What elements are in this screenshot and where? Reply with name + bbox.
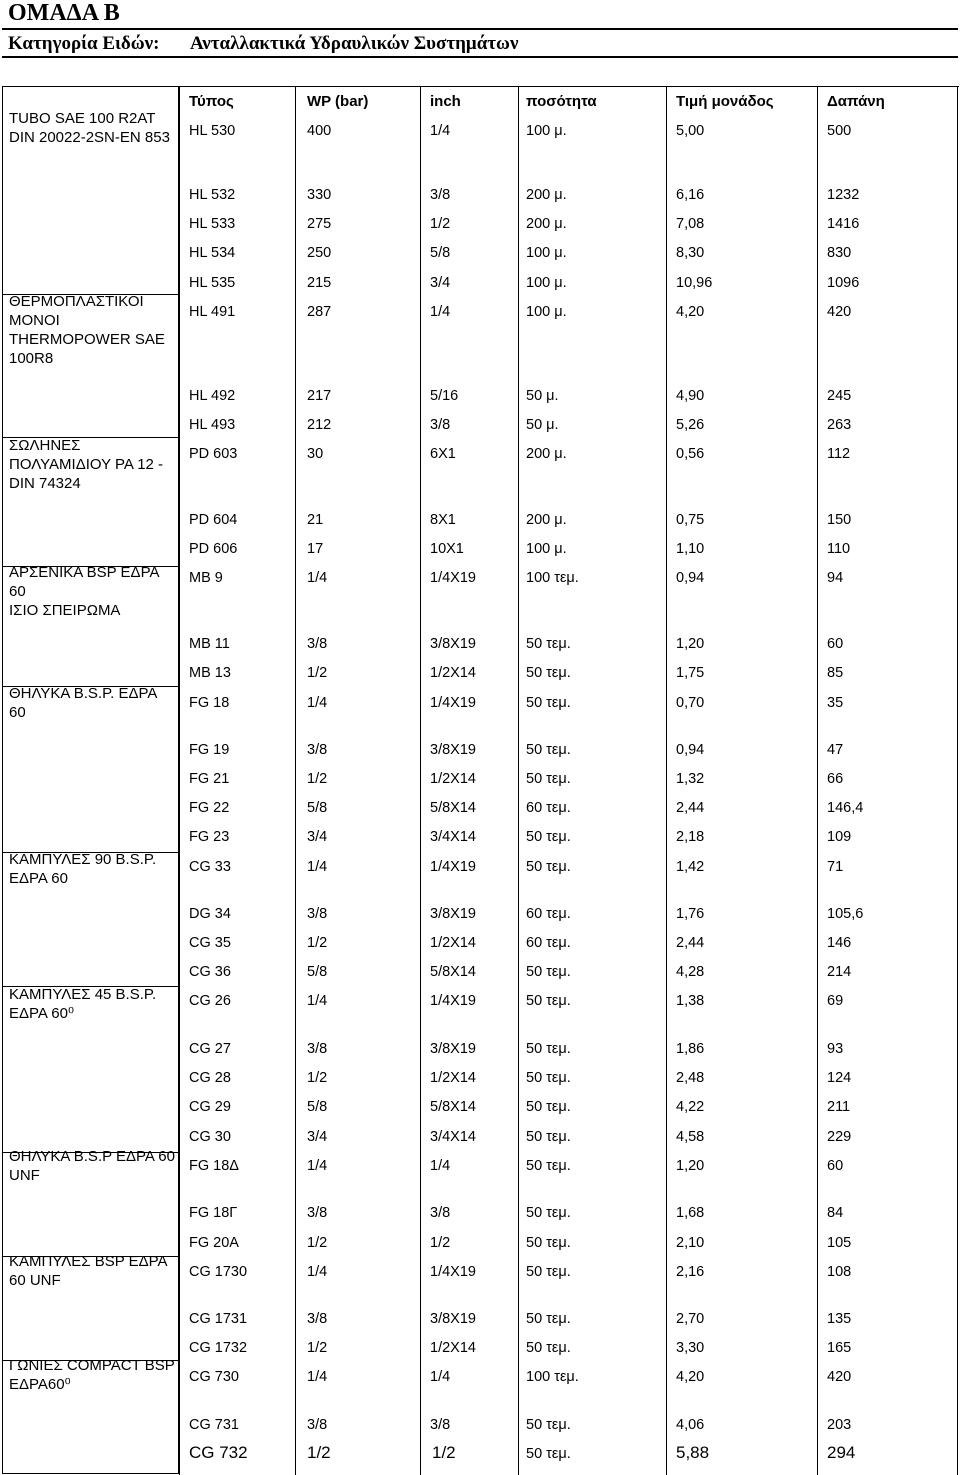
category-block [3, 1357, 178, 1475]
cell-type: FG 20A [189, 1235, 239, 1251]
cell-inch: 1/4X19 [430, 1264, 476, 1280]
category-label: ΚΑΜΠΥΛΕΣ BSP ΕΔΡΑ 60 UNF [9, 1253, 167, 1289]
cell-inch: 3/8X19 [430, 1041, 476, 1057]
cell-type: FG 18 [189, 695, 230, 711]
category-block [3, 1253, 178, 1361]
cell-cost: 214 [827, 964, 852, 980]
cell-unit-price: 0,94 [676, 570, 705, 586]
cell-inch: 1/2X14 [430, 935, 476, 951]
cell-cost: 1096 [827, 275, 860, 291]
cell-unit-price: 4,20 [676, 304, 705, 320]
category-value: Ανταλλακτικά Υδραυλικών Συστημάτων [190, 33, 519, 54]
cell-inch: 1/2X14 [430, 665, 476, 681]
cell-cost: 93 [827, 1041, 844, 1057]
header-inch: inch [430, 93, 461, 110]
cell-quantity: 50 μ. [526, 388, 559, 404]
cell-quantity: 60 τεμ. [526, 935, 571, 951]
cell-type: CG 28 [189, 1070, 231, 1086]
cell-wp-bar: 5/8 [307, 1099, 328, 1115]
cell-quantity: 50 τεμ. [526, 1235, 571, 1251]
category-block [3, 438, 178, 567]
cell-unit-price: 1,38 [676, 993, 705, 1009]
cell-inch: 1/2 [432, 1443, 456, 1462]
cell-type: PD 606 [189, 541, 238, 557]
cell-type: CG 730 [189, 1369, 239, 1385]
cell-quantity: 200 μ. [526, 216, 567, 232]
cell-quantity: 60 τεμ. [526, 800, 571, 816]
cell-unit-price: 0,70 [676, 695, 705, 711]
category-bar [2, 28, 958, 58]
cell-wp-bar: 275 [307, 216, 332, 232]
cell-quantity: 50 τεμ. [526, 1041, 571, 1057]
cell-cost: 110 [827, 541, 851, 557]
cell-cost: 124 [827, 1070, 852, 1086]
cell-cost: 105,6 [827, 906, 864, 922]
cell-unit-price: 4,22 [676, 1099, 705, 1115]
cell-cost: 830 [827, 245, 852, 261]
cell-unit-price: 1,86 [676, 1041, 705, 1057]
cell-cost: 105 [827, 1235, 852, 1251]
cell-quantity: 100 μ. [526, 123, 567, 139]
cell-unit-price: 2,44 [676, 935, 705, 951]
cell-quantity: 100 μ. [526, 541, 567, 557]
header-unit-price: Τιμή μονάδος [676, 93, 774, 110]
cell-type: FG 18Δ [189, 1158, 239, 1174]
category-label: ΓΩΝΙΕΣ COMPACT BSP ΕΔΡΑ60⁰ [9, 1357, 175, 1393]
cell-inch: 10X1 [430, 541, 464, 557]
cell-wp-bar: 3/8 [307, 636, 328, 652]
cell-cost: 112 [827, 446, 851, 462]
cell-inch: 1/4X19 [430, 993, 476, 1009]
cell-unit-price: 4,28 [676, 964, 705, 980]
cell-unit-price: 4,06 [676, 1417, 705, 1433]
cell-cost: 1232 [827, 187, 860, 203]
cell-wp-bar: 1/4 [307, 1369, 328, 1385]
category-label: Κατηγορία Ειδών: [8, 33, 160, 54]
cell-inch: 3/4 [430, 275, 451, 291]
cell-unit-price: 8,30 [676, 245, 705, 261]
cell-type: CG 36 [189, 964, 231, 980]
cell-type: CG 27 [189, 1041, 231, 1057]
cell-inch: 1/4X19 [430, 859, 476, 875]
cell-wp-bar: 1/2 [307, 665, 328, 681]
cell-quantity: 200 μ. [526, 512, 567, 528]
cell-quantity: 50 μ. [526, 417, 559, 433]
cell-quantity: 50 τεμ. [526, 665, 571, 681]
cell-unit-price: 1,20 [676, 1158, 705, 1174]
cell-wp-bar: 1/4 [307, 570, 328, 586]
cell-quantity: 50 τεμ. [526, 1417, 571, 1433]
cell-cost: 146 [827, 935, 852, 951]
cell-unit-price: 10,96 [676, 275, 713, 291]
header-cost: Δαπάνη [827, 93, 885, 110]
cell-inch: 3/4X14 [430, 829, 476, 845]
cell-inch: 1/4X19 [430, 695, 476, 711]
cell-quantity: 50 τεμ. [526, 1099, 571, 1115]
category-block [3, 853, 178, 987]
cell-cost: 1416 [827, 216, 860, 232]
cell-unit-price: 5,88 [676, 1443, 710, 1462]
cell-quantity: 50 τεμ. [526, 1158, 571, 1174]
cell-wp-bar: 215 [307, 275, 332, 291]
cell-cost: 263 [827, 417, 852, 433]
cell-inch: 8X1 [430, 512, 456, 528]
cell-type: CG 1732 [189, 1340, 248, 1356]
cell-cost: 203 [827, 1417, 852, 1433]
cell-unit-price: 6,16 [676, 187, 705, 203]
cell-cost: 135 [827, 1311, 852, 1327]
category-label: ΑΡΣΕΝΙΚΑ BSP ΕΔΡΑ 60 ΙΣΙΟ ΣΠΕΙΡΩΜΑ [9, 564, 159, 619]
cell-wp-bar: 3/8 [307, 742, 328, 758]
cell-quantity: 50 τεμ. [526, 859, 571, 875]
header-wp-bar: WP (bar) [307, 93, 369, 110]
cell-type: FG 21 [189, 771, 230, 787]
cell-type: FG 18Γ [189, 1205, 238, 1221]
cell-quantity: 50 τεμ. [526, 1446, 571, 1462]
cell-wp-bar: 3/4 [307, 1129, 328, 1145]
cell-cost: 108 [827, 1264, 852, 1280]
cell-inch: 5/8X14 [430, 800, 476, 816]
category-label: ΘΗΛΥΚΑ B.S.P ΕΔΡΑ 60 UNF [9, 1148, 175, 1184]
cell-inch: 3/8X19 [430, 742, 476, 758]
category-label: ΚΑΜΠΥΛΕΣ 90 B.S.P. ΕΔΡΑ 60 [9, 851, 157, 887]
cell-inch: 1/4X19 [430, 570, 476, 586]
cell-cost: 294 [827, 1443, 856, 1462]
column-divider [179, 87, 180, 1475]
cell-unit-price: 1,75 [676, 665, 705, 681]
cell-quantity: 200 μ. [526, 446, 567, 462]
cell-unit-price: 3,30 [676, 1340, 705, 1356]
cell-cost: 150 [827, 512, 852, 528]
category-label: ΘΗΛΥΚΑ B.S.P. ΕΔΡΑ 60 [9, 685, 157, 721]
cell-wp-bar: 212 [307, 417, 332, 433]
cell-wp-bar: 5/8 [307, 964, 328, 980]
cell-type: PD 604 [189, 512, 238, 528]
column-divider [957, 87, 958, 1475]
cell-type: CG 33 [189, 859, 231, 875]
cell-cost: 109 [827, 829, 852, 845]
cell-quantity: 50 τεμ. [526, 829, 571, 845]
cell-type: FG 19 [189, 742, 230, 758]
cell-inch: 3/8 [430, 1417, 451, 1433]
cell-unit-price: 0,94 [676, 742, 705, 758]
cell-type: CG 1731 [189, 1311, 248, 1327]
cell-quantity: 100 μ. [526, 275, 567, 291]
cell-wp-bar: 1/2 [307, 1235, 328, 1251]
cell-type: DG 34 [189, 906, 231, 922]
cell-quantity: 50 τεμ. [526, 1205, 571, 1221]
cell-inch: 3/8 [430, 1205, 451, 1221]
cell-cost: 211 [827, 1099, 851, 1115]
cell-cost: 146,4 [827, 800, 864, 816]
cell-wp-bar: 250 [307, 245, 332, 261]
cell-unit-price: 5,00 [676, 123, 705, 139]
cell-quantity: 50 τεμ. [526, 1070, 571, 1086]
cell-unit-price: 2,16 [676, 1264, 705, 1280]
cell-type: HL 535 [189, 275, 236, 291]
cell-inch: 6X1 [430, 446, 456, 462]
cell-wp-bar: 1/2 [307, 935, 328, 951]
cell-cost: 229 [827, 1129, 852, 1145]
cell-quantity: 60 τεμ. [526, 906, 571, 922]
category-block [3, 87, 178, 295]
cell-quantity: 50 τεμ. [526, 1264, 571, 1280]
cell-quantity: 200 μ. [526, 187, 567, 203]
cell-unit-price: 2,70 [676, 1311, 705, 1327]
cell-quantity: 100 μ. [526, 245, 567, 261]
cell-type: CG 1730 [189, 1264, 248, 1280]
category-label: ΚΑΜΠΥΛΕΣ 45 B.S.P. ΕΔΡΑ 60⁰ [9, 986, 157, 1022]
cell-unit-price: 1,76 [676, 906, 705, 922]
cell-wp-bar: 1/2 [307, 771, 328, 787]
cell-type: HL 491 [189, 304, 236, 320]
cell-inch: 1/2X14 [430, 1070, 476, 1086]
cell-cost: 47 [827, 742, 844, 758]
cell-wp-bar: 1/2 [307, 1340, 328, 1356]
cell-type: FG 22 [189, 800, 230, 816]
cell-wp-bar: 1/2 [307, 1443, 331, 1462]
cell-inch: 5/16 [430, 388, 459, 404]
column-divider [420, 87, 421, 1475]
cell-inch: 1/4 [430, 123, 451, 139]
cell-quantity: 50 τεμ. [526, 636, 571, 652]
cell-type: CG 26 [189, 993, 231, 1009]
cell-unit-price: 2,44 [676, 800, 705, 816]
cell-unit-price: 2,48 [676, 1070, 705, 1086]
cell-cost: 66 [827, 771, 844, 787]
cell-inch: 3/8X19 [430, 906, 476, 922]
cell-cost: 85 [827, 665, 844, 681]
cell-unit-price: 1,42 [676, 859, 705, 875]
cell-quantity: 50 τεμ. [526, 1340, 571, 1356]
cell-cost: 420 [827, 1369, 852, 1385]
cell-wp-bar: 3/8 [307, 1417, 328, 1433]
items-table [179, 86, 959, 1474]
group-title: ΟΜΑΔΑ Β [8, 0, 120, 26]
cell-type: FG 23 [189, 829, 230, 845]
cell-inch: 1/4 [430, 304, 451, 320]
cell-inch: 5/8 [430, 245, 451, 261]
cell-inch: 3/8X19 [430, 1311, 476, 1327]
header-type: Τύπος [189, 93, 234, 110]
cell-wp-bar: 5/8 [307, 800, 328, 816]
cell-inch: 1/2 [430, 1235, 451, 1251]
cell-cost: 60 [827, 636, 844, 652]
cell-inch: 3/4X14 [430, 1129, 476, 1145]
cell-unit-price: 2,18 [676, 829, 705, 845]
column-divider [817, 87, 818, 1475]
cell-inch: 5/8X14 [430, 964, 476, 980]
cell-wp-bar: 217 [307, 388, 332, 404]
cell-type: HL 533 [189, 216, 236, 232]
category-label: TUBO SAE 100 R2AT DIN 20022-2SN-EN 853 [9, 110, 170, 146]
cell-cost: 420 [827, 304, 852, 320]
cell-unit-price: 1,20 [676, 636, 705, 652]
cell-unit-price: 4,90 [676, 388, 705, 404]
cell-quantity: 50 τεμ. [526, 695, 571, 711]
cell-type: HL 530 [189, 123, 236, 139]
cell-quantity: 50 τεμ. [526, 1129, 571, 1145]
cell-type: MB 13 [189, 665, 231, 681]
cell-wp-bar: 1/4 [307, 1264, 328, 1280]
cell-wp-bar: 287 [307, 304, 332, 320]
cell-type: MB 9 [189, 570, 223, 586]
cell-wp-bar: 1/4 [307, 859, 328, 875]
cell-type: HL 534 [189, 245, 236, 261]
category-block [3, 564, 178, 687]
cell-inch: 1/4 [430, 1158, 451, 1174]
cell-type: HL 532 [189, 187, 236, 203]
category-block [3, 1148, 178, 1257]
cell-unit-price: 2,10 [676, 1235, 705, 1251]
cell-wp-bar: 1/4 [307, 1158, 328, 1174]
cell-unit-price: 0,56 [676, 446, 705, 462]
cell-wp-bar: 3/8 [307, 1311, 328, 1327]
cell-quantity: 100 μ. [526, 304, 567, 320]
category-block [3, 295, 178, 438]
cell-unit-price: 1,10 [676, 541, 705, 557]
cell-wp-bar: 1/4 [307, 993, 328, 1009]
cell-type: MB 11 [189, 636, 230, 652]
cell-inch: 1/4 [430, 1369, 451, 1385]
column-divider [666, 87, 667, 1475]
cell-unit-price: 5,26 [676, 417, 705, 433]
cell-inch: 3/8 [430, 417, 451, 433]
cell-inch: 3/8X19 [430, 636, 476, 652]
cell-cost: 35 [827, 695, 844, 711]
cell-wp-bar: 1/2 [307, 1070, 328, 1086]
cell-quantity: 100 τεμ. [526, 570, 579, 586]
column-divider [518, 87, 519, 1475]
cell-type: CG 30 [189, 1129, 231, 1145]
cell-type: HL 492 [189, 388, 236, 404]
cell-unit-price: 1,32 [676, 771, 705, 787]
cell-cost: 69 [827, 993, 844, 1009]
cell-cost: 165 [827, 1340, 852, 1356]
cell-type: CG 29 [189, 1099, 231, 1115]
cell-inch: 5/8X14 [430, 1099, 476, 1115]
cell-quantity: 50 τεμ. [526, 993, 571, 1009]
cell-quantity: 50 τεμ. [526, 742, 571, 758]
cell-wp-bar: 330 [307, 187, 332, 203]
cell-wp-bar: 3/4 [307, 829, 328, 845]
cell-cost: 94 [827, 570, 844, 586]
header-quantity: ποσότητα [526, 93, 597, 110]
cell-inch: 1/2 [430, 216, 451, 232]
cell-inch: 3/8 [430, 187, 451, 203]
cell-type: HL 493 [189, 417, 236, 433]
cell-wp-bar: 30 [307, 446, 324, 462]
cell-inch: 1/2X14 [430, 1340, 476, 1356]
cell-unit-price: 1,68 [676, 1205, 705, 1221]
cell-inch: 1/2X14 [430, 771, 476, 787]
cell-wp-bar: 1/4 [307, 695, 328, 711]
cell-quantity: 50 τεμ. [526, 964, 571, 980]
column-divider [295, 87, 296, 1475]
cell-unit-price: 7,08 [676, 216, 705, 232]
category-column [2, 86, 179, 1474]
category-block [3, 687, 178, 853]
category-block [3, 987, 178, 1153]
cell-type: CG 35 [189, 935, 231, 951]
cell-cost: 500 [827, 123, 852, 139]
cell-wp-bar: 3/8 [307, 1041, 328, 1057]
cell-unit-price: 4,20 [676, 1369, 705, 1385]
cell-wp-bar: 17 [307, 541, 324, 557]
cell-cost: 84 [827, 1205, 844, 1221]
cell-wp-bar: 3/8 [307, 906, 328, 922]
cell-quantity: 100 τεμ. [526, 1369, 579, 1385]
cell-type: CG 732 [189, 1443, 248, 1462]
cell-quantity: 50 τεμ. [526, 1311, 571, 1327]
cell-type: PD 603 [189, 446, 238, 462]
cell-cost: 71 [827, 859, 844, 875]
cell-quantity: 50 τεμ. [526, 771, 571, 787]
cell-cost: 60 [827, 1158, 844, 1174]
cell-type: CG 731 [189, 1417, 239, 1433]
cell-cost: 245 [827, 388, 852, 404]
cell-wp-bar: 3/8 [307, 1205, 328, 1221]
cell-wp-bar: 400 [307, 123, 332, 139]
category-label: ΘΕΡΜΟΠΛΑΣΤΙΚΟΙ ΜΟΝΟΙ THERMOPOWER SAE 100R8 [9, 293, 165, 367]
cell-wp-bar: 21 [307, 512, 324, 528]
cell-unit-price: 0,75 [676, 512, 705, 528]
category-label: ΣΩΛΗΝΕΣ ΠΟΛΥΑΜΙΔΙΟΥ PA 12 -DIN 74324 [9, 437, 164, 492]
cell-unit-price: 4,58 [676, 1129, 705, 1145]
